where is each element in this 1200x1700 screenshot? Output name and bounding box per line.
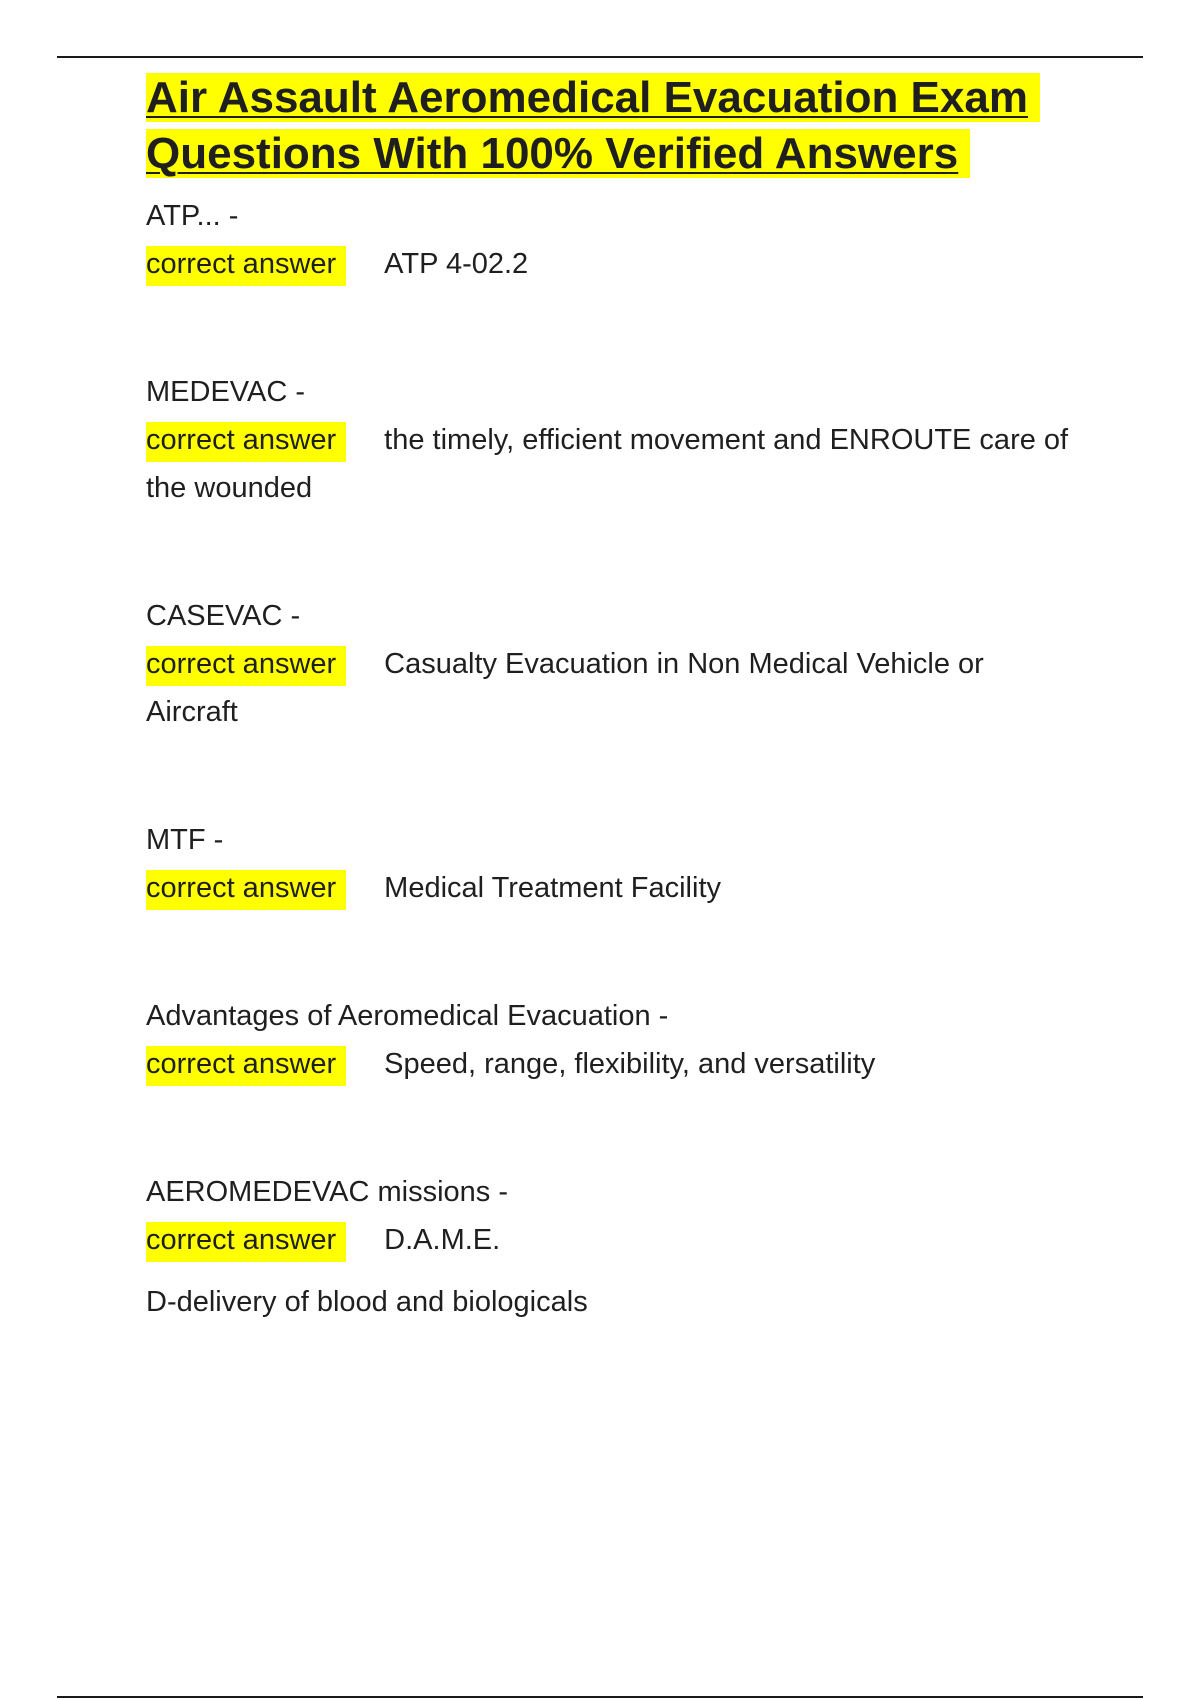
answer-text: Medical Treatment Facility (384, 872, 721, 904)
answer-text: D.A.M.E. (384, 1224, 501, 1256)
correct-answer-label: correct answer (146, 646, 346, 686)
correct-answer-label: correct answer (146, 422, 346, 462)
answer-text: Speed, range, flexibility, and versatility (384, 1048, 876, 1080)
answer-text: ATP 4-02.2 (384, 248, 529, 280)
qa-entry (146, 592, 1076, 736)
qa-entry (146, 1168, 1076, 1326)
answer-text: the timely, efficient movement and ENROUTE care of the wounded (146, 424, 1069, 504)
question-term: ATP... - (146, 200, 239, 232)
question-term: Advantages of Aeromedical Evacuation - (146, 1000, 669, 1032)
qa-entry (146, 192, 1076, 288)
document-body (146, 70, 1076, 1326)
qa-entry (146, 816, 1076, 912)
question-term: MEDEVAC - (146, 376, 305, 408)
question-term: CASEVAC - (146, 600, 301, 632)
answer-line (146, 240, 1076, 288)
correct-answer-label: correct answer (146, 1046, 346, 1086)
correct-answer-label: correct answer (146, 1222, 346, 1262)
answer-line (146, 1216, 1076, 1264)
correct-answer-label: correct answer (146, 246, 346, 286)
answer-line (146, 1040, 1076, 1088)
question-term: AEROMEDEVAC missions - (146, 1176, 509, 1208)
answer-line (146, 640, 1076, 736)
top-rule (57, 56, 1143, 58)
document-title: Air Assault Aeromedical Evacuation Exam Questions With 100% Verified Answers (146, 70, 1076, 182)
answer-line (146, 864, 1076, 912)
correct-answer-label: correct answer (146, 870, 346, 910)
answer-detail: D-delivery of blood and biologicals (146, 1286, 588, 1318)
answer-text: Casualty Evacuation in Non Medical Vehicle or Aircraft (146, 648, 984, 728)
answer-line (146, 416, 1076, 512)
question-term: MTF - (146, 824, 224, 856)
bottom-rule (57, 1696, 1143, 1698)
qa-entry (146, 992, 1076, 1088)
qa-entry (146, 368, 1076, 512)
